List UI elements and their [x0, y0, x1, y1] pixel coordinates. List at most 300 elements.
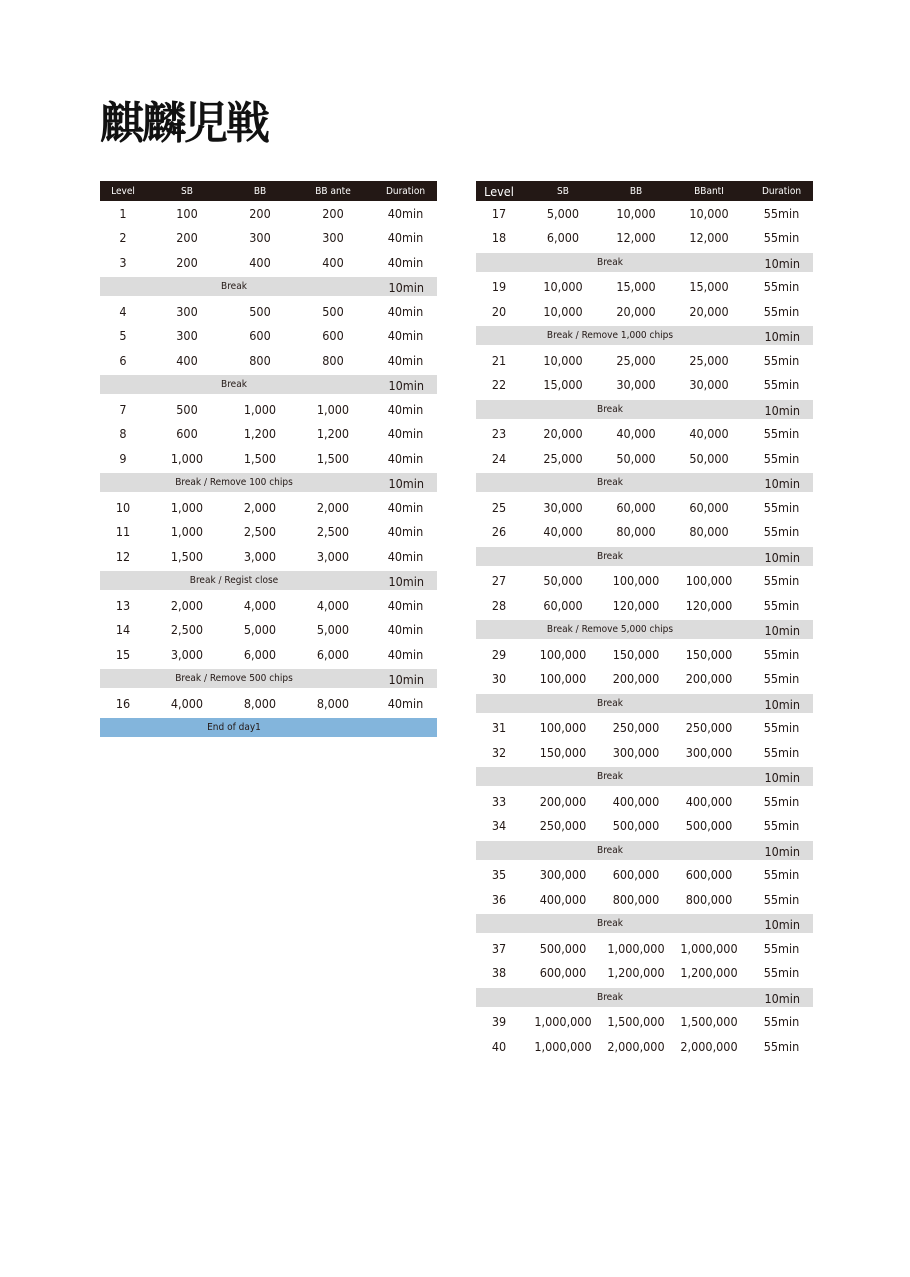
break-duration: 10min — [764, 255, 800, 271]
bb-ante-cell: 250,000 — [685, 720, 733, 736]
end-of-day-row — [100, 718, 437, 737]
level-cell: 39 — [491, 1014, 507, 1030]
level-cell: 28 — [491, 597, 507, 613]
level-row — [100, 324, 437, 349]
level-cell: 2 — [119, 230, 127, 246]
level-row — [476, 642, 813, 667]
break-label: Break — [597, 477, 623, 489]
level-cell: 4 — [119, 303, 127, 319]
break-duration: 10min — [764, 402, 800, 418]
table-header — [100, 181, 437, 201]
bb-cell: 800 — [249, 352, 271, 368]
level-row — [476, 226, 813, 251]
bb-cell: 5,000 — [243, 622, 277, 638]
bb-cell: 200 — [249, 205, 271, 221]
bb-cell: 30,000 — [616, 377, 656, 393]
sb-cell: 600 — [176, 426, 198, 442]
break-duration: 10min — [764, 990, 800, 1006]
break-duration: 10min — [764, 843, 800, 859]
bb-cell: 120,000 — [612, 597, 660, 613]
bb-cell: 40,000 — [616, 426, 656, 442]
sb-cell: 300 — [176, 303, 198, 319]
level-row — [476, 299, 813, 324]
break-row — [476, 400, 813, 419]
level-row — [100, 299, 437, 324]
bb-cell: 25,000 — [616, 352, 656, 368]
level-row — [100, 348, 437, 373]
duration-cell: 55min — [763, 499, 800, 515]
bb-ante-cell: 300 — [322, 230, 344, 246]
bb-cell: 1,500 — [243, 450, 277, 466]
bb-cell: 50,000 — [616, 450, 656, 466]
break-row — [476, 473, 813, 492]
bb-cell: 300 — [249, 230, 271, 246]
level-row — [476, 863, 813, 888]
break-label: Break — [597, 403, 623, 415]
bb-ante-cell: 2,000 — [316, 499, 350, 515]
sb-cell: 25,000 — [543, 450, 583, 466]
sb-cell: 200,000 — [539, 793, 587, 809]
level-cell: 31 — [491, 720, 507, 736]
duration-cell: 40min — [387, 426, 424, 442]
duration-cell: 55min — [763, 744, 800, 760]
level-row — [476, 667, 813, 692]
level-cell: 3 — [119, 254, 127, 270]
bb-cell: 200,000 — [612, 671, 660, 687]
level-cell: 11 — [115, 524, 131, 540]
level-row — [476, 201, 813, 226]
bb-ante-cell: 10,000 — [689, 205, 729, 221]
bb-ante-cell: 100,000 — [685, 573, 733, 589]
duration-cell: 55min — [763, 793, 800, 809]
bb-cell: 150,000 — [612, 646, 660, 662]
break-row — [100, 571, 437, 590]
break-duration: 10min — [764, 329, 800, 345]
duration-cell: 40min — [387, 622, 424, 638]
sb-cell: 400,000 — [539, 891, 587, 907]
sb-cell: 1,000 — [170, 450, 204, 466]
level-cell: 24 — [491, 450, 507, 466]
level-row — [476, 422, 813, 447]
duration-cell: 40min — [387, 646, 424, 662]
level-row — [100, 495, 437, 520]
bb-cell: 2,000,000 — [607, 1038, 665, 1054]
break-duration: 10min — [764, 623, 800, 639]
sb-cell: 400 — [176, 352, 198, 368]
level-cell: 30 — [491, 671, 507, 687]
level-cell: 12 — [115, 548, 131, 564]
break-duration: 10min — [388, 280, 424, 296]
level-row — [476, 348, 813, 373]
break-duration: 10min — [764, 696, 800, 712]
duration-cell: 55min — [763, 940, 800, 956]
bb-ante-cell: 200 — [322, 205, 344, 221]
duration-cell: 55min — [763, 303, 800, 319]
sb-cell: 1,000,000 — [534, 1038, 592, 1054]
bb-ante-cell: 80,000 — [689, 524, 729, 540]
sb-cell: 20,000 — [543, 426, 583, 442]
bb-ante-cell: 400 — [322, 254, 344, 270]
duration-cell: 40min — [387, 524, 424, 540]
page-title: 麒麟児戦 — [100, 98, 268, 149]
blind-structure-table-day1 — [100, 181, 437, 740]
level-row — [100, 250, 437, 275]
duration-cell: 40min — [387, 450, 424, 466]
level-row — [100, 226, 437, 251]
sb-cell: 10,000 — [543, 303, 583, 319]
bb-cell: 12,000 — [616, 230, 656, 246]
bb-ante-cell: 500,000 — [685, 818, 733, 834]
bb-ante-cell: 1,000 — [316, 401, 350, 417]
break-row — [476, 547, 813, 566]
break-label: Break — [597, 991, 623, 1003]
level-row — [100, 446, 437, 471]
sb-cell: 600,000 — [539, 965, 587, 981]
break-duration: 10min — [764, 549, 800, 565]
bb-ante-cell: 12,000 — [689, 230, 729, 246]
break-row — [100, 473, 437, 492]
level-cell: 26 — [491, 524, 507, 540]
bb-ante-cell: 600,000 — [685, 867, 733, 883]
break-label: Break — [597, 771, 623, 783]
bb-cell: 1,500,000 — [607, 1014, 665, 1030]
level-row — [476, 814, 813, 839]
duration-cell: 40min — [387, 695, 424, 711]
duration-cell: 40min — [387, 499, 424, 515]
level-row — [100, 520, 437, 545]
level-row — [476, 373, 813, 398]
sb-cell: 100,000 — [539, 671, 587, 687]
bb-ante-cell: 8,000 — [316, 695, 350, 711]
bb-cell: 20,000 — [616, 303, 656, 319]
level-row — [100, 422, 437, 447]
level-row — [100, 691, 437, 716]
bb-cell: 1,200 — [243, 426, 277, 442]
level-row — [476, 789, 813, 814]
sb-cell: 15,000 — [543, 377, 583, 393]
level-cell: 34 — [491, 818, 507, 834]
sb-cell: 30,000 — [543, 499, 583, 515]
level-cell: 16 — [115, 695, 131, 711]
bb-ante-cell: 15,000 — [689, 279, 729, 295]
sb-cell: 2,000 — [170, 597, 204, 613]
sb-cell: 3,000 — [170, 646, 204, 662]
bb-ante-cell: 50,000 — [689, 450, 729, 466]
level-cell: 1 — [119, 205, 127, 221]
break-label: Break — [597, 697, 623, 709]
break-label: Break / Remove 100 chips — [175, 477, 293, 489]
bb-cell: 500,000 — [612, 818, 660, 834]
table-body — [100, 201, 437, 737]
duration-cell: 55min — [763, 1038, 800, 1054]
duration-cell: 40min — [387, 205, 424, 221]
duration-cell: 55min — [763, 377, 800, 393]
level-row — [100, 642, 437, 667]
duration-cell: 55min — [763, 867, 800, 883]
duration-cell: 55min — [763, 524, 800, 540]
duration-cell: 55min — [763, 818, 800, 834]
break-label: Break — [597, 550, 623, 562]
bb-cell: 6,000 — [243, 646, 277, 662]
level-cell: 15 — [115, 646, 131, 662]
sb-cell: 4,000 — [170, 695, 204, 711]
bb-ante-cell: 600 — [322, 328, 344, 344]
level-cell: 36 — [491, 891, 507, 907]
level-cell: 27 — [491, 573, 507, 589]
break-label: Break — [597, 844, 623, 856]
level-cell: 33 — [491, 793, 507, 809]
header-level: Level — [111, 185, 135, 197]
break-duration: 10min — [764, 917, 800, 933]
bb-cell: 2,000 — [243, 499, 277, 515]
bb-ante-cell: 1,200,000 — [680, 965, 738, 981]
level-row — [100, 618, 437, 643]
level-cell: 18 — [491, 230, 507, 246]
sb-cell: 6,000 — [546, 230, 580, 246]
bb-cell: 10,000 — [616, 205, 656, 221]
duration-cell: 55min — [763, 646, 800, 662]
bb-ante-cell: 2,500 — [316, 524, 350, 540]
sb-cell: 250,000 — [539, 818, 587, 834]
bb-ante-cell: 30,000 — [689, 377, 729, 393]
break-row — [476, 253, 813, 272]
break-label: Break / Remove 500 chips — [175, 673, 293, 685]
bb-cell: 500 — [249, 303, 271, 319]
table-body — [476, 201, 813, 1059]
level-cell: 20 — [491, 303, 507, 319]
end-of-day-label: End of day1 — [207, 722, 261, 734]
level-cell: 22 — [491, 377, 507, 393]
sb-cell: 500,000 — [539, 940, 587, 956]
duration-cell: 40min — [387, 254, 424, 270]
break-duration: 10min — [388, 476, 424, 492]
bb-cell: 1,200,000 — [607, 965, 665, 981]
break-row — [100, 375, 437, 394]
level-row — [476, 740, 813, 765]
break-row — [100, 277, 437, 296]
sb-cell: 60,000 — [543, 597, 583, 613]
level-cell: 23 — [491, 426, 507, 442]
sb-cell: 10,000 — [543, 279, 583, 295]
duration-cell: 40min — [387, 230, 424, 246]
bb-ante-cell: 25,000 — [689, 352, 729, 368]
level-row — [476, 593, 813, 618]
sb-cell: 500 — [176, 401, 198, 417]
level-cell: 32 — [491, 744, 507, 760]
duration-cell: 55min — [763, 965, 800, 981]
bb-ante-cell: 1,500,000 — [680, 1014, 738, 1030]
level-row — [476, 1034, 813, 1059]
break-label: Break / Regist close — [189, 575, 279, 587]
level-cell: 10 — [115, 499, 131, 515]
break-row — [476, 841, 813, 860]
break-row — [476, 767, 813, 786]
bb-ante-cell: 60,000 — [689, 499, 729, 515]
bb-ante-cell: 1,000,000 — [680, 940, 738, 956]
bb-cell: 80,000 — [616, 524, 656, 540]
bb-ante-cell: 800,000 — [685, 891, 733, 907]
bb-cell: 600,000 — [612, 867, 660, 883]
level-cell: 13 — [115, 597, 131, 613]
level-cell: 35 — [491, 867, 507, 883]
sb-cell: 100,000 — [539, 720, 587, 736]
level-cell: 25 — [491, 499, 507, 515]
break-duration: 10min — [388, 672, 424, 688]
bb-cell: 3,000 — [243, 548, 277, 564]
bb-ante-cell: 3,000 — [316, 548, 350, 564]
level-row — [100, 397, 437, 422]
bb-cell: 100,000 — [612, 573, 660, 589]
level-cell: 19 — [491, 279, 507, 295]
header-sb: SB — [181, 185, 193, 197]
duration-cell: 55min — [763, 205, 800, 221]
level-cell: 5 — [119, 328, 127, 344]
duration-cell: 55min — [763, 352, 800, 368]
duration-cell: 55min — [763, 891, 800, 907]
level-row — [476, 936, 813, 961]
bb-cell: 60,000 — [616, 499, 656, 515]
header-duration: Duration — [761, 185, 802, 197]
level-row — [476, 569, 813, 594]
duration-cell: 40min — [387, 303, 424, 319]
bb-ante-cell: 300,000 — [685, 744, 733, 760]
break-label: Break — [597, 918, 623, 930]
header-bb: BB — [253, 185, 267, 197]
level-row — [476, 716, 813, 741]
header-level: Level — [484, 183, 514, 199]
break-label: Break — [597, 256, 623, 268]
bb-ante-cell: 800 — [322, 352, 344, 368]
duration-cell: 40min — [387, 401, 424, 417]
sb-cell: 40,000 — [543, 524, 583, 540]
level-row — [476, 887, 813, 912]
duration-cell: 55min — [763, 426, 800, 442]
level-row — [100, 593, 437, 618]
duration-cell: 55min — [763, 720, 800, 736]
bb-cell: 250,000 — [612, 720, 660, 736]
bb-ante-cell: 2,000,000 — [680, 1038, 738, 1054]
bb-cell: 4,000 — [243, 597, 277, 613]
header-bb-ante: BB ante — [315, 185, 351, 197]
sb-cell: 1,500 — [170, 548, 204, 564]
bb-ante-cell: 40,000 — [689, 426, 729, 442]
level-row — [476, 446, 813, 471]
level-cell: 21 — [491, 352, 507, 368]
header-bb-ante: BBantI — [694, 185, 724, 197]
sb-cell: 1,000 — [170, 524, 204, 540]
bb-cell: 300,000 — [612, 744, 660, 760]
bb-ante-cell: 20,000 — [689, 303, 729, 319]
duration-cell: 55min — [763, 671, 800, 687]
level-cell: 9 — [119, 450, 127, 466]
level-row — [476, 1010, 813, 1035]
level-row — [476, 495, 813, 520]
bb-ante-cell: 500 — [322, 303, 344, 319]
bb-ante-cell: 1,500 — [316, 450, 350, 466]
bb-cell: 2,500 — [243, 524, 277, 540]
bb-ante-cell: 1,200 — [316, 426, 350, 442]
sb-cell: 150,000 — [539, 744, 587, 760]
level-cell: 29 — [491, 646, 507, 662]
duration-cell: 40min — [387, 548, 424, 564]
table-header — [476, 181, 813, 201]
level-row — [476, 961, 813, 986]
level-row — [100, 201, 437, 226]
level-cell: 40 — [491, 1038, 507, 1054]
level-cell: 38 — [491, 965, 507, 981]
sb-cell: 200 — [176, 254, 198, 270]
duration-cell: 55min — [763, 573, 800, 589]
duration-cell: 55min — [763, 450, 800, 466]
level-cell: 7 — [119, 401, 127, 417]
bb-cell: 600 — [249, 328, 271, 344]
break-row — [476, 694, 813, 713]
break-label: Break — [221, 281, 247, 293]
bb-cell: 1,000,000 — [607, 940, 665, 956]
bb-cell: 15,000 — [616, 279, 656, 295]
duration-cell: 40min — [387, 328, 424, 344]
bb-ante-cell: 4,000 — [316, 597, 350, 613]
bb-ante-cell: 5,000 — [316, 622, 350, 638]
bb-ante-cell: 200,000 — [685, 671, 733, 687]
level-cell: 17 — [491, 205, 507, 221]
sb-cell: 50,000 — [543, 573, 583, 589]
duration-cell: 55min — [763, 230, 800, 246]
sb-cell: 10,000 — [543, 352, 583, 368]
break-row — [100, 669, 437, 688]
bb-ante-cell: 150,000 — [685, 646, 733, 662]
break-duration: 10min — [764, 770, 800, 786]
break-row — [476, 620, 813, 639]
bb-cell: 400 — [249, 254, 271, 270]
bb-ante-cell: 6,000 — [316, 646, 350, 662]
break-row — [476, 914, 813, 933]
bb-cell: 8,000 — [243, 695, 277, 711]
sb-cell: 1,000,000 — [534, 1014, 592, 1030]
bb-cell: 400,000 — [612, 793, 660, 809]
break-label: Break / Remove 1,000 chips — [546, 330, 674, 342]
level-row — [100, 544, 437, 569]
level-cell: 37 — [491, 940, 507, 956]
level-cell: 8 — [119, 426, 127, 442]
sb-cell: 1,000 — [170, 499, 204, 515]
sb-cell: 2,500 — [170, 622, 204, 638]
break-label: Break / Remove 5,000 chips — [546, 624, 674, 636]
break-duration: 10min — [388, 378, 424, 394]
sb-cell: 300,000 — [539, 867, 587, 883]
sb-cell: 100,000 — [539, 646, 587, 662]
bb-ante-cell: 120,000 — [685, 597, 733, 613]
blind-structure-table-day2 — [476, 181, 813, 1059]
break-row — [476, 988, 813, 1007]
duration-cell: 55min — [763, 279, 800, 295]
header-bb: BB — [629, 185, 643, 197]
sb-cell: 200 — [176, 230, 198, 246]
break-duration: 10min — [764, 476, 800, 492]
header-duration: Duration — [385, 185, 426, 197]
duration-cell: 55min — [763, 1014, 800, 1030]
sb-cell: 5,000 — [546, 205, 580, 221]
break-label: Break — [221, 379, 247, 391]
break-row — [476, 326, 813, 345]
level-cell: 6 — [119, 352, 127, 368]
level-row — [476, 275, 813, 300]
bb-cell: 800,000 — [612, 891, 660, 907]
break-duration: 10min — [388, 574, 424, 590]
duration-cell: 40min — [387, 597, 424, 613]
level-row — [476, 520, 813, 545]
sb-cell: 300 — [176, 328, 198, 344]
